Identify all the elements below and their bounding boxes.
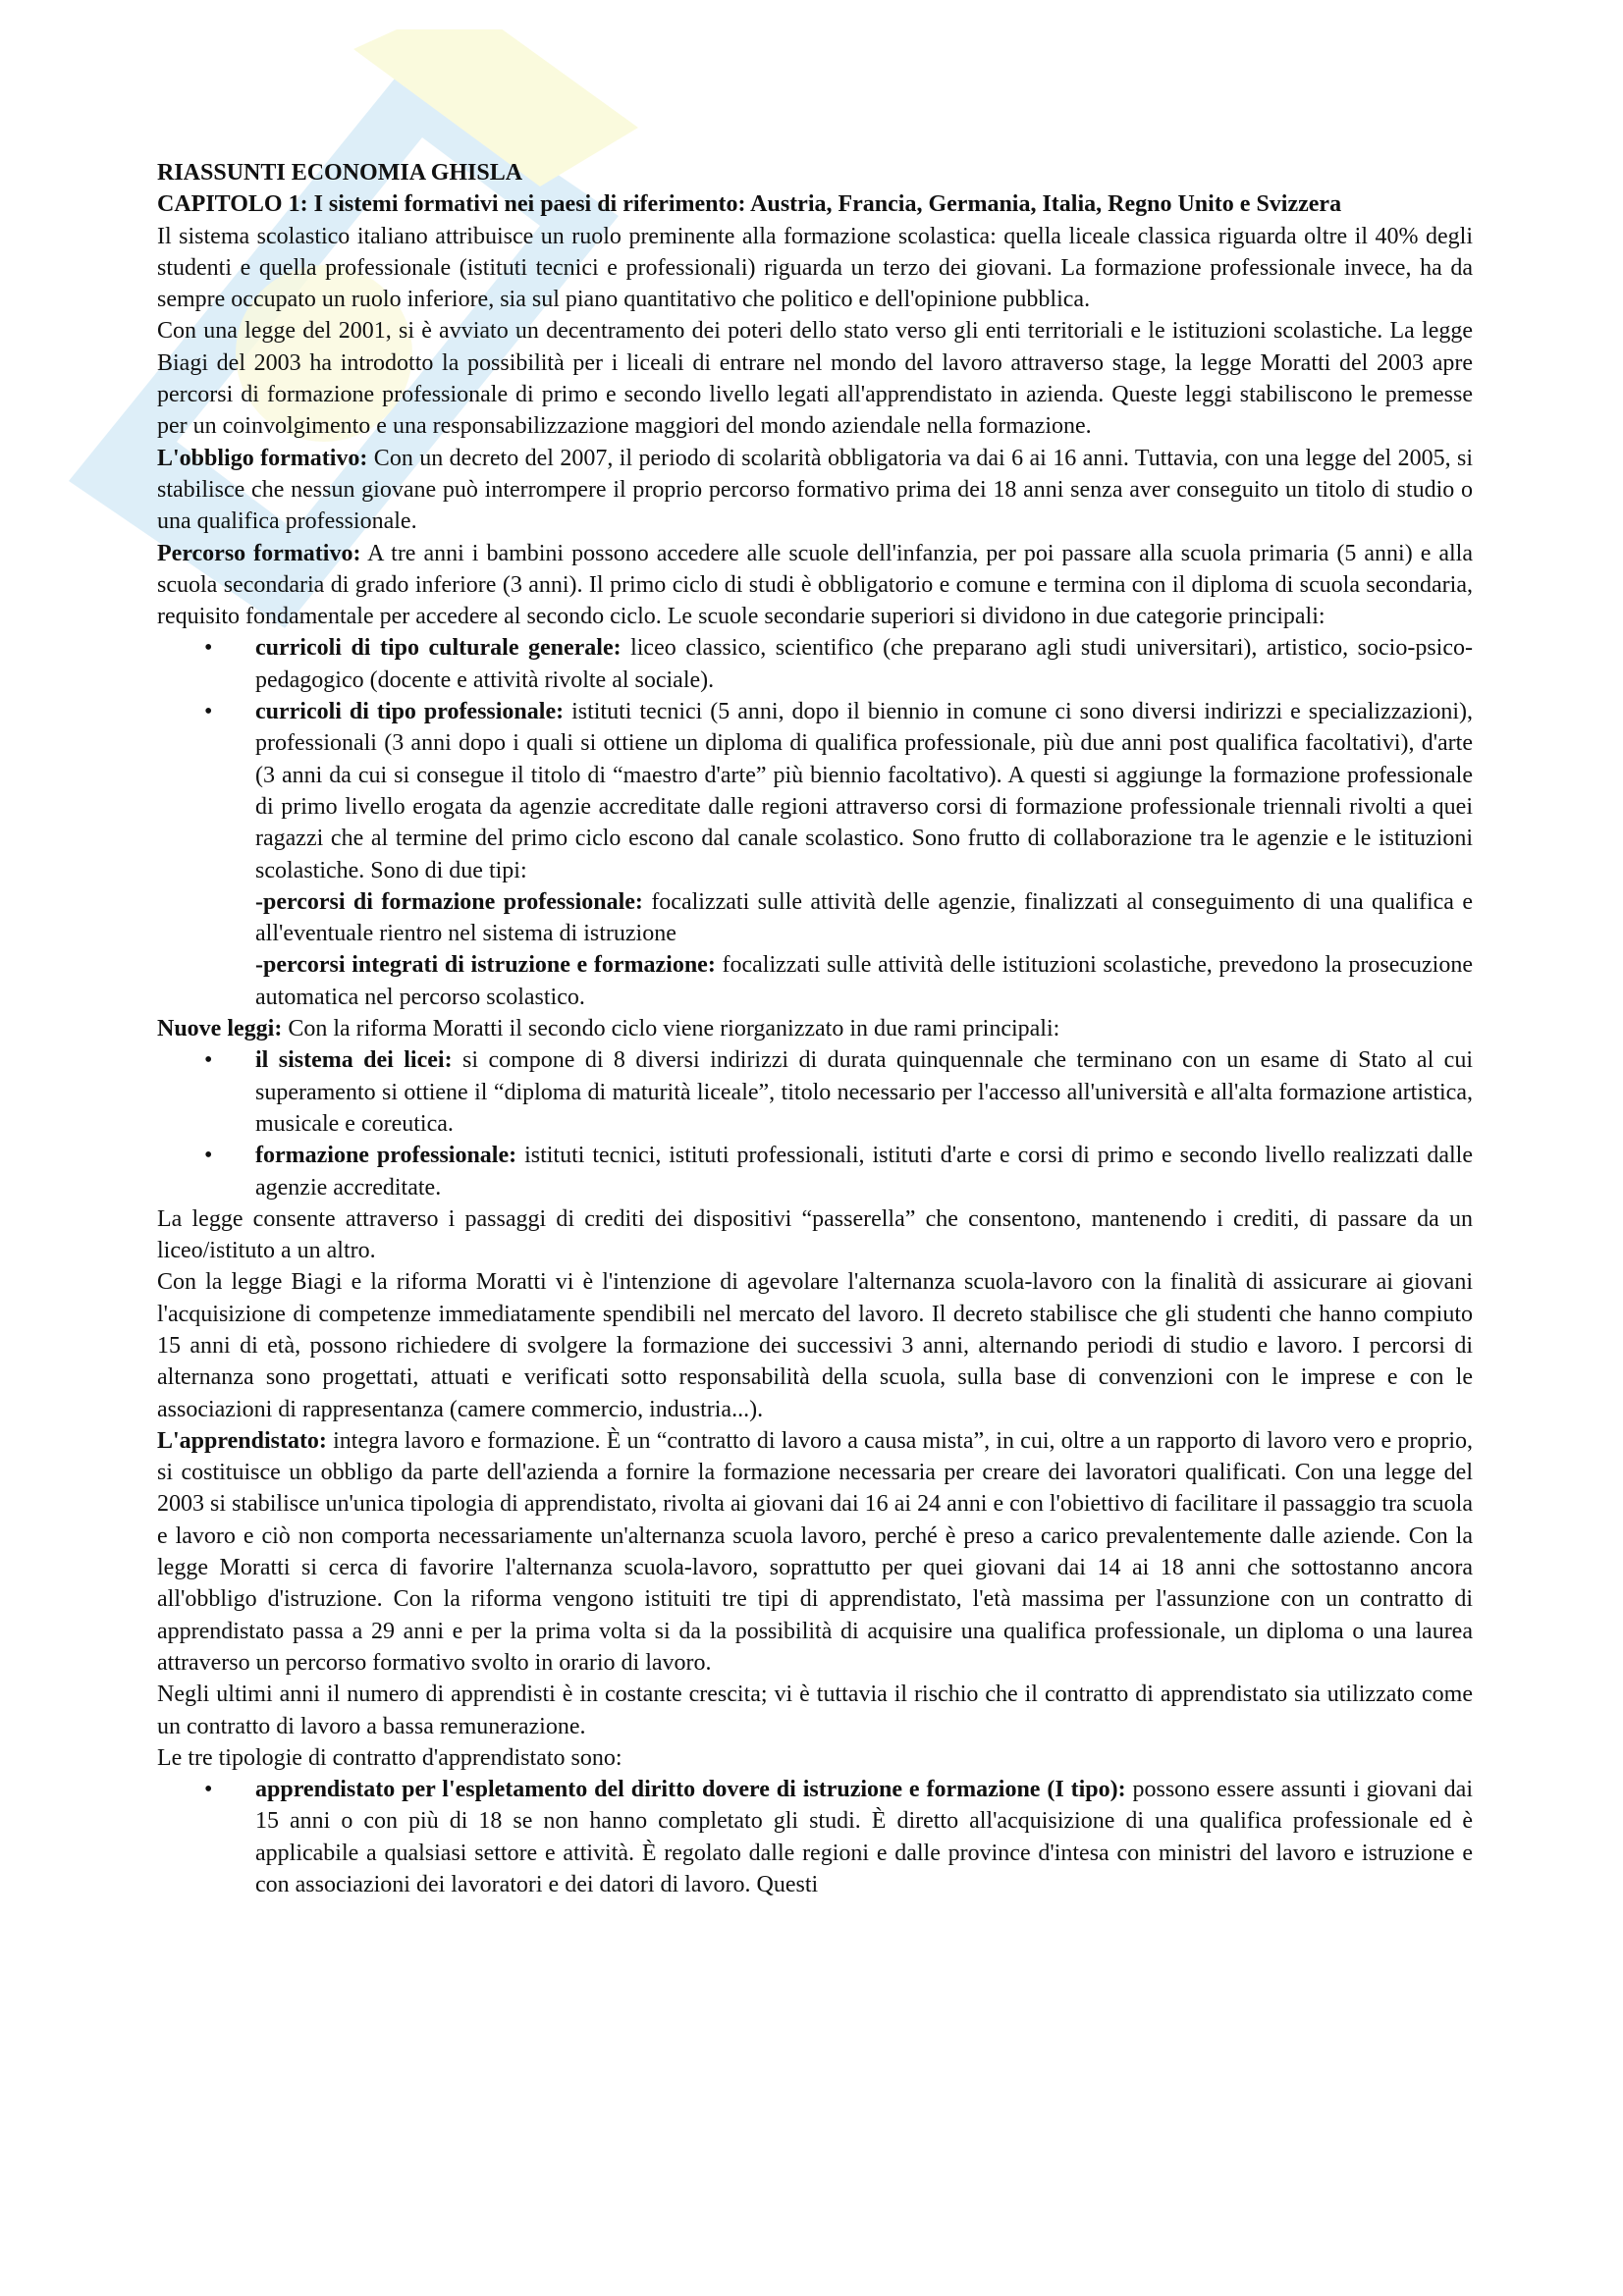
paragraph-apprendistato <box>157 1425 1473 1679</box>
sub-label: -percorsi integrati di istruzione e formazione: <box>255 952 716 979</box>
apprendistato-label: L'apprendistato: <box>157 1427 327 1454</box>
list-item <box>157 632 1473 696</box>
bullet-text: istituti tecnici, istituti professionali, istituti d'arte e corsi di primo e secondo livello realizzati dalle agenzie accreditate. <box>255 1143 1473 1201</box>
paragraph-passerella: La legge consente attraverso i passaggi di crediti dei dispositivi “passerella” che consentono, mantenendo i crediti, di passare da un liceo/istituto a un altro. <box>157 1205 1473 1264</box>
bullet-label: formazione professionale: <box>255 1143 517 1169</box>
document-page <box>157 157 1473 1900</box>
paragraph-obbligo <box>157 443 1473 538</box>
sub-text: focalizzati sulle attività delle istituzioni scolastiche, prevedono la prosecuzione automatica nel percorso scolastico. <box>255 952 1473 1010</box>
sub-text: focalizzati sulle attività delle agenzie, finalizzati al conseguimento di una qualifica e all'eventuale rientro nel sistema di istruzione <box>255 888 1474 947</box>
apprendistato-text: integra lavoro e formazione. È un “contratto di lavoro a causa mista”, in cui, oltre a un rapporto di lavoro vero e proprio, si costituisce un obbligo da parte dell'azienda a fornire la formazione necessaria per creare dei lavoratori qualificati. Con una legge del 2003 si stabilisce un'unica tipologia di apprendistato, rivolta ai giovani dai 16 ai 24 anni e con l'obiettivo di facilitare il passaggio tra scuola e lavoro e ciò non comporta necessariamente un'alternanza scuola lavoro, perché è preso a carico prevalentemente dalle aziende. Con la legge Moratti si cerca di favorire l'alternanza scuola-lavoro, soprattutto per quei giovani dai 14 ai 18 anni che sottostanno ancora all'obbligo d'istruzione. Con la riforma vengono istituiti tre tipi di apprendistato, l'età massima per l'assunzione con un contratto di apprendistato passa a 29 anni e per la prima volta si da la possibilità di acquisire una qualifica professionale, un diploma o una laurea attraverso un percorso formativo svolto in orario di lavoro. <box>157 1427 1473 1676</box>
bullet-icon: • <box>204 635 213 662</box>
paragraph-nuove-leggi <box>157 1013 1473 1044</box>
chapter-title: CAPITOLO 1: I sistemi formativi nei paesi di riferimento: Austria, Francia, Germania, Italia, Regno Unito e Svizzera <box>157 191 1342 218</box>
bullet-label: il sistema dei licei: <box>255 1047 453 1074</box>
bullet-icon: • <box>204 1777 213 1803</box>
nuove-text: Con la riforma Moratti il secondo ciclo viene riorganizzato in due rami principali: <box>282 1016 1060 1042</box>
sub-item-integrati <box>255 949 1473 1013</box>
bullet-text: possono essere assunti i giovani dai 15 anni o con più di 18 se non hanno completato gli studi. È diretto all'acquisizione di una qualifica professionale ed è applicabile a qualsiasi settore e attività. È regolato dalle regioni e dalle province d'intesa con ministri del lavoro e istruzione e con associazioni dei lavoratori e dei datori di lavoro. Questi <box>255 1777 1474 1898</box>
bullet-label: curricoli di tipo culturale generale: <box>255 635 622 662</box>
list-rami <box>157 1044 1473 1202</box>
paragraph-crescita: Negli ultimi anni il numero di apprendisti è in costante crescita; vi è tuttavia il rischio che il contratto di apprendistato sia utilizzato come un contratto di lavoro a bassa remunerazione. <box>157 1682 1473 1739</box>
bullet-icon: • <box>204 1047 213 1074</box>
list-item <box>157 1140 1473 1203</box>
bullet-text: istituti tecnici (5 anni, dopo il biennio in comune ci sono diversi indirizzi e specializzazioni), professionali (3 anni dopo i quali si ottiene un diploma di qualifica professionale, più due anni post qualifica facoltativi), d'arte (3 anni da cui si consegue il titolo di “maestro d'arte” più biennio facoltativo). A questi si aggiunge la formazione professionale di primo livello erogata da agenzie accreditate dalle regioni attraverso corsi di formazione professionale triennali rivolti a quei ragazzi che al termine del primo ciclo escono dal canale scolastico. Sono frutto di collaborazione tra le agenzie e le istituzioni scolastiche. Sono di due tipi: <box>255 699 1474 883</box>
obbligo-text: Con un decreto del 2007, il periodo di scolarità obbligatoria va dai 6 ai 16 anni. Tuttavia, con una legge del 2005, si stabilisce che nessun giovane può interrompere il proprio percorso formativo prima dei 18 anni senza aver conseguito un titolo di studio o una qualifica professionale. <box>157 445 1474 535</box>
bullet-text: liceo classico, scientifico (che preparano agli studi universitari), artistico, socio-psico-pedagogico (docente e attività rivolte al sociale). <box>255 635 1473 693</box>
obbligo-label: L'obbligo formativo: <box>157 445 368 471</box>
bullet-icon: • <box>204 699 213 725</box>
list-item <box>157 1774 1473 1900</box>
paragraph-laws: Con una legge del 2001, si è avviato un decentramento dei poteri dello stato verso gli enti territoriali e le istituzioni scolastiche. La legge Biagi del 2003 ha introdotto la possibilità per i liceali di entrare nel mondo del lavoro attraverso stage, la legge Moratti del 2003 apre percorsi di formazione professionale di primo e secondo livello legati all'apprendistato in azienda. Queste leggi stabiliscono le premesse per un coinvolgimento e una responsabilizzazione maggiori del mondo aziendale nella formazione. <box>157 318 1473 440</box>
paragraph-intro: Il sistema scolastico italiano attribuisce un ruolo preminente alla formazione scolastica: quella liceale classica riguarda oltre il 40% degli studenti e quella professionale (istituti tecnici e professionali) riguarda un terzo dei giovani. La formazione professionale invece, ha da sempre occupato un ruolo inferiore, sia sul piano quantitativo che politico e dell'opinione pubblica. <box>157 223 1473 313</box>
bullet-label: curricoli di tipo professionale: <box>255 699 565 725</box>
percorso-text: A tre anni i bambini possono accedere alle scuole dell'infanzia, per poi passare alla scuola primaria (5 anni) e alla scuola secondaria di grado inferiore (3 anni). Il primo ciclo di studi è obbligatorio e comune e termina con il diploma di scuola secondaria, requisito fondamentale per accedere al secondo ciclo. Le scuole secondarie superiori si dividono in due categorie principali: <box>157 540 1474 630</box>
paragraph-alternanza: Con la legge Biagi e la riforma Moratti vi è l'intenzione di agevolare l'alternanza scuola-lavoro con la finalità di assicurare ai giovani l'acquisizione di competenze immediatamente spendibili nel mercato del lavoro. Il decreto stabilisce che gli studenti che hanno compiuto 15 anni di età, possono richiedere di svolgere la formazione dei successivi 3 anni, alternando periodi di studio e lavoro. I percorsi di alternanza sono progettati, attuati e verificati sotto responsabilità della scuola, sulla base di convenzioni con le imprese e con le associazioni di rappresentanza (camere commercio, industria...). <box>157 1269 1473 1422</box>
sub-item-formazione <box>255 886 1473 950</box>
document-title: RIASSUNTI ECONOMIA GHISLA <box>157 160 523 186</box>
list-tipologie <box>157 1774 1473 1900</box>
list-item <box>157 696 1473 1013</box>
list-item <box>157 1044 1473 1140</box>
list-curricoli <box>157 632 1473 1013</box>
bullet-text: si compone di 8 diversi indirizzi di durata quinquennale che terminano con un esame di Stato al cui superamento si ottiene il “diploma di maturità liceale”, titolo necessario per l'accesso all'università e all'alta formazione artistica, musicale e coreutica. <box>255 1047 1473 1137</box>
sub-label: -percorsi di formazione professionale: <box>255 888 643 915</box>
bullet-label: apprendistato per l'espletamento del diritto dovere di istruzione e formazione (I tipo): <box>255 1777 1126 1803</box>
paragraph-tipologie: Le tre tipologie di contratto d'apprendistato sono: <box>157 1744 622 1771</box>
bullet-icon: • <box>204 1143 213 1169</box>
paragraph-percorso <box>157 538 1473 633</box>
percorso-label: Percorso formativo: <box>157 540 361 566</box>
nuove-label: Nuove leggi: <box>157 1016 283 1042</box>
